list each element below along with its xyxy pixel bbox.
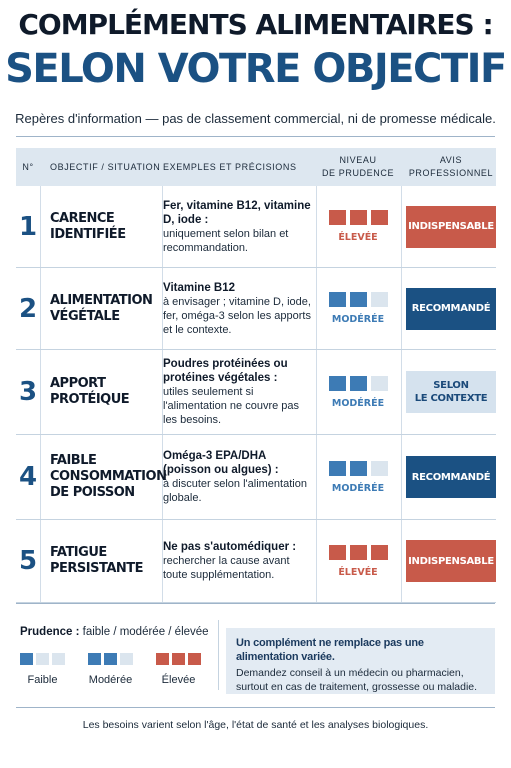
legend-square [52,653,65,665]
prudence-square [371,545,388,560]
examples-bold: Ne pas s'automédiquer : [163,541,297,553]
objective-line: ALIMENTATION [50,292,153,308]
objective-cell [50,268,160,349]
prudence-legend [20,626,220,696]
cell-divider [40,435,41,519]
cell-divider [401,350,402,434]
opinion-badge [406,456,496,498]
legend-title-bold: Prudence : [20,626,80,638]
prudence-meter [329,545,388,560]
prudence-square [329,210,346,225]
opinion-line: INDISPENSABLE [408,221,494,232]
objective-line: CONSOMMATION [50,469,167,484]
legend-meter [156,653,201,665]
cell-divider [40,520,41,602]
legend-label: Élevée [161,674,196,686]
table-row [16,520,496,603]
footer-text: Les besoins varient selon l'âge, l'état de santé et les analyses biologiques. [82,719,429,731]
column-header-prudence-line2: DE PRUDENCE [321,168,395,178]
objective-line: CARENCE [50,210,115,226]
examples-bold: Fer, vitamine B12, vitamine D, iode : [163,199,311,226]
legend-title [20,626,220,638]
legend-item [20,653,65,686]
legend-square [104,653,117,665]
prudence-cell [316,186,400,267]
table-header [16,148,496,186]
opinion-badge [406,371,496,413]
prudence-label: MODÉRÉE [331,314,385,325]
prudence-meter [329,210,388,225]
legend-divider [218,620,219,690]
advice-note [226,628,495,694]
row-number: 4 [18,462,38,492]
column-header-objective: OBJECTIF / SITUATION [50,162,161,172]
opinion-badge [406,288,496,330]
legend-square [188,653,201,665]
column-header-opinion-line2: PROFESSIONNEL [408,168,494,178]
footer-divider [16,707,495,708]
row-number: 3 [18,377,38,407]
opinion-line: RECOMMANDÉ [411,303,491,314]
prudence-square [350,210,367,225]
column-header-opinion [406,148,496,186]
prudence-cell [316,435,400,519]
title-line-2: SELON VOTRE OBJECTIF [5,46,506,92]
cell-divider [40,268,41,349]
prudence-square [350,376,367,391]
table-row [16,435,496,520]
legend-label: Faible [27,674,58,686]
column-header-num: N° [22,161,34,172]
prudence-meter [329,292,388,307]
subtitle: Repères d'information — pas de classement commercial, ni de promesse médicale. [15,111,496,126]
prudence-square [329,376,346,391]
opinion-cell [406,350,496,434]
prudence-square [329,461,346,476]
prudence-meter [329,461,388,476]
objective-line: VÉGÉTALE [50,308,120,324]
column-header-examples: EXEMPLES ET PRÉCISIONS [163,162,297,172]
prudence-label: ÉLEVÉE [338,566,378,578]
top-divider [16,136,495,137]
prudence-square [371,292,388,307]
cell-divider [401,186,402,267]
table-row [16,350,496,435]
legend-square [156,653,169,665]
prudence-cell [316,520,400,602]
cell-divider [40,186,41,267]
opinion-line: SELON [433,380,469,391]
examples-bold: Oméga-3 EPA/DHA (poisson ou algues) : [163,450,279,476]
prudence-label: MODÉRÉE [331,397,385,409]
objective-line: IDENTIFIÉE [50,226,126,242]
objective-line: DE POISSON [50,485,135,500]
cell-divider [40,350,41,434]
opinion-cell [406,520,496,602]
legend-square [36,653,49,665]
objective-cell [50,350,160,434]
table-row [16,268,496,350]
table-row [16,186,496,268]
prudence-cell [316,268,400,349]
bottom-divider [16,603,495,604]
title-line-1: COMPLÉMENTS ALIMENTAIRES : [18,8,493,41]
examples-text: uniquement selon bilan et recommandation. [163,227,289,254]
legend-square [88,653,101,665]
examples-text: rechercher la cause avant toute supplémentation. [163,555,290,581]
column-header-opinion-line1: AVIS [439,155,463,165]
prudence-label: MODÉRÉE [331,482,385,494]
opinion-line: RECOMMANDÉ [411,471,491,483]
prudence-label: ÉLEVÉE [338,232,378,243]
examples-cell [163,520,315,602]
prudence-meter [329,376,388,391]
objective-line: APPORT [50,376,106,391]
opinion-line: INDISPENSABLE [408,555,494,567]
opinion-line: LE CONTEXTE [414,393,488,404]
legend-meter [88,653,133,665]
examples-text: à discuter selon l'alimentation globale. [163,478,307,504]
legend-item [156,653,201,686]
prudence-cell [316,350,400,434]
column-header-prudence [316,148,400,186]
cell-divider [401,268,402,349]
cell-divider [401,520,402,602]
prudence-square [371,210,388,225]
objective-cell [50,520,160,602]
legend-label: Modérée [88,674,133,686]
opinion-badge [406,206,496,248]
legend-meter [20,653,65,665]
row-number: 2 [18,293,38,324]
prudence-square [329,292,346,307]
objective-line: FATIGUE [50,545,107,560]
examples-bold: Poudres protéinées ou protéines végétales : [163,358,288,384]
prudence-square [350,292,367,307]
legend-square [20,653,33,665]
examples-text: à envisager ; vitamine D, iode, fer, oméga-3 selon les apports et le contexte. [163,295,311,336]
legend-item [88,653,133,686]
row-number: 5 [18,546,38,576]
examples-bold: Vitamine B12 [163,281,236,294]
opinion-cell [406,268,496,349]
prudence-square [371,461,388,476]
opinion-cell [406,186,496,267]
objective-cell [50,435,167,519]
objective-cell [50,186,160,267]
legend-square [172,653,185,665]
prudence-square [350,545,367,560]
opinion-cell [406,435,496,519]
column-header-prudence-line1: NIVEAU [339,155,377,165]
prudence-square [329,545,346,560]
row-number: 1 [18,211,38,242]
legend-square [120,653,133,665]
advice-note-bold: Un complément ne remplace pas une alimentation variée. [236,637,424,663]
examples-cell [163,268,315,349]
advice-note-text: Demandez conseil à un médecin ou pharmacien, surtout en cas de traitement, grossesse ou maladie. [236,667,478,693]
examples-cell [163,350,315,434]
objective-line: PERSISTANTE [50,561,144,576]
legend-title-text: faible / modérée / élevée [79,626,209,638]
examples-cell [163,186,315,267]
examples-text: utiles seulement si l'alimentation ne couvre pas les besoins. [163,386,300,426]
objective-line: FAIBLE [50,453,97,468]
examples-cell [163,435,315,519]
objective-line: PROTÉIQUE [50,392,130,407]
prudence-square [350,461,367,476]
cell-divider [401,435,402,519]
prudence-square [371,376,388,391]
opinion-badge [406,540,496,582]
